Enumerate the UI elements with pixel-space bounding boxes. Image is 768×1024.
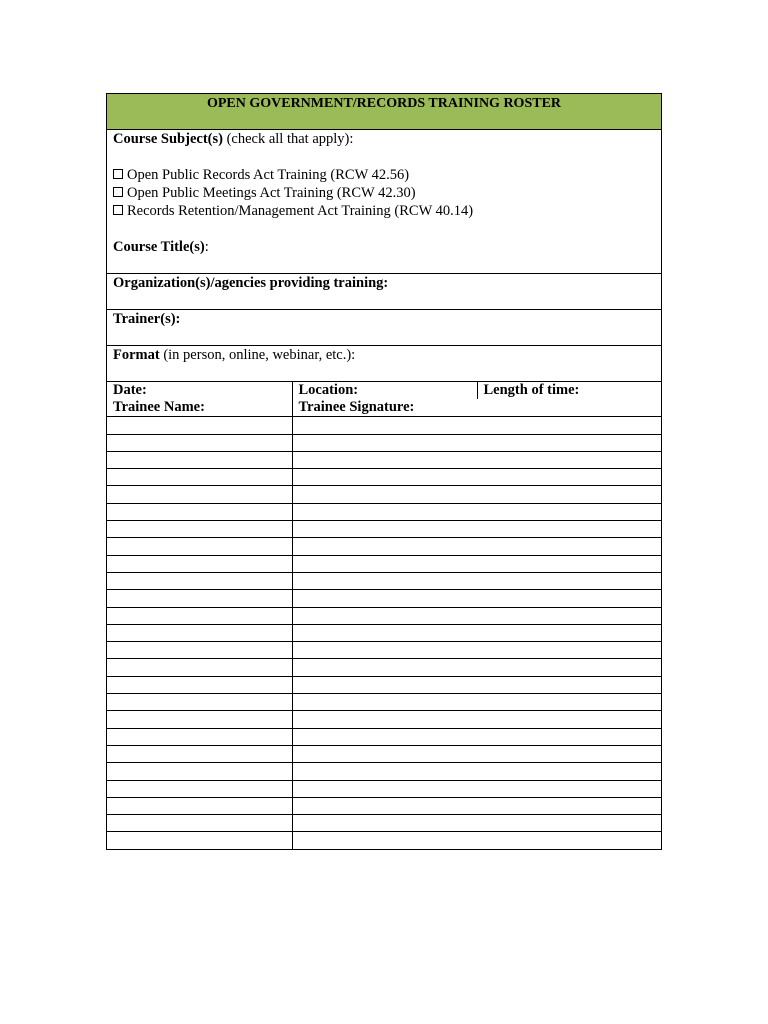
trainee-signature-cell[interactable]: [292, 797, 661, 814]
course-subjects-label: Course Subject(s): [113, 131, 223, 147]
trainee-header-row: [107, 399, 661, 417]
trainee-name-cell[interactable]: [107, 521, 292, 538]
trainee-row: [107, 572, 661, 589]
trainee-row: [107, 469, 661, 486]
format-label: Format: [113, 347, 160, 363]
trainee-name-cell[interactable]: [107, 780, 292, 797]
details-table: [107, 382, 661, 399]
trainee-name-cell[interactable]: [107, 832, 292, 849]
checkbox-icon[interactable]: [113, 205, 123, 215]
trainee-name-cell[interactable]: [107, 469, 292, 486]
trainee-signature-cell[interactable]: [292, 694, 661, 711]
trainee-signature-cell[interactable]: [292, 763, 661, 780]
format-note: (in person, online, webinar, etc.):: [159, 347, 356, 363]
trainee-name-cell[interactable]: [107, 797, 292, 814]
organizations-label: Organization(s)/agencies providing training:: [113, 275, 389, 291]
trainee-row: [107, 832, 661, 849]
trainers-field[interactable]: [107, 310, 661, 346]
trainee-signature-cell[interactable]: [292, 503, 661, 520]
trainee-signature-cell[interactable]: [292, 469, 661, 486]
trainee-signature-cell[interactable]: [292, 417, 661, 434]
location-cell[interactable]: Location:: [292, 382, 477, 399]
trainee-row: [107, 434, 661, 451]
trainee-name-cell[interactable]: [107, 417, 292, 434]
course-subjects-section: [107, 130, 661, 274]
trainee-row: [107, 797, 661, 814]
trainee-signature-cell[interactable]: [292, 572, 661, 589]
trainee-signature-cell[interactable]: [292, 538, 661, 555]
trainee-name-cell[interactable]: [107, 659, 292, 676]
course-title-label: Course Title(s): [113, 239, 205, 255]
trainee-name-cell[interactable]: [107, 676, 292, 693]
trainee-signature-cell[interactable]: [292, 521, 661, 538]
trainee-row: [107, 694, 661, 711]
subject-option-records-retention[interactable]: [113, 202, 655, 220]
trainee-row: [107, 538, 661, 555]
length-of-time-cell[interactable]: Length of time:: [477, 382, 661, 399]
trainee-signature-cell[interactable]: [292, 607, 661, 624]
trainee-signature-cell[interactable]: [292, 832, 661, 849]
trainee-name-cell[interactable]: [107, 451, 292, 468]
trainee-signature-cell[interactable]: [292, 555, 661, 572]
trainee-signature-cell[interactable]: [292, 780, 661, 797]
trainee-name-cell[interactable]: [107, 572, 292, 589]
checkbox-icon[interactable]: [113, 187, 123, 197]
trainee-name-cell[interactable]: [107, 486, 292, 503]
trainee-signature-header: Trainee Signature:: [292, 399, 661, 417]
subject-option-public-meetings[interactable]: [113, 184, 655, 202]
subject-option-label: Records Retention/Management Act Training (RCW 40.14): [127, 203, 474, 219]
trainee-row: [107, 555, 661, 572]
subject-option-label: Open Public Meetings Act Training (RCW 42.30): [127, 185, 416, 201]
trainee-table: [107, 399, 661, 849]
trainee-name-cell[interactable]: [107, 763, 292, 780]
subject-option-public-records[interactable]: [113, 166, 655, 184]
form-title: OPEN GOVERNMENT/RECORDS TRAINING ROSTER: [107, 94, 661, 130]
trainee-name-cell[interactable]: [107, 538, 292, 555]
trainee-name-header: Trainee Name:: [107, 399, 292, 417]
trainee-row: [107, 521, 661, 538]
organizations-field[interactable]: [107, 274, 661, 310]
trainee-row: [107, 711, 661, 728]
trainee-signature-cell[interactable]: [292, 728, 661, 745]
trainee-signature-cell[interactable]: [292, 659, 661, 676]
trainee-row: [107, 451, 661, 468]
checkbox-icon[interactable]: [113, 169, 123, 179]
trainee-row: [107, 486, 661, 503]
trainee-row: [107, 728, 661, 745]
trainee-signature-cell[interactable]: [292, 486, 661, 503]
trainee-row: [107, 624, 661, 641]
trainee-name-cell[interactable]: [107, 745, 292, 762]
course-title-colon: :: [204, 239, 209, 255]
trainee-signature-cell[interactable]: [292, 451, 661, 468]
trainee-row: [107, 642, 661, 659]
trainee-row: [107, 590, 661, 607]
trainee-row: [107, 659, 661, 676]
trainee-row: [107, 780, 661, 797]
subject-option-label: Open Public Records Act Training (RCW 42.56): [127, 167, 410, 183]
trainee-signature-cell[interactable]: [292, 745, 661, 762]
trainee-signature-cell[interactable]: [292, 815, 661, 832]
trainee-signature-cell[interactable]: [292, 434, 661, 451]
trainers-label: Trainer(s):: [113, 311, 181, 327]
trainee-signature-cell[interactable]: [292, 711, 661, 728]
trainee-name-cell[interactable]: [107, 642, 292, 659]
trainee-signature-cell[interactable]: [292, 676, 661, 693]
trainee-name-cell[interactable]: [107, 711, 292, 728]
details-row: [107, 382, 661, 399]
trainee-row: [107, 815, 661, 832]
trainee-row: [107, 763, 661, 780]
trainee-name-cell[interactable]: [107, 434, 292, 451]
trainee-signature-cell[interactable]: [292, 590, 661, 607]
trainee-signature-cell[interactable]: [292, 642, 661, 659]
format-field[interactable]: [107, 346, 661, 382]
trainee-name-cell[interactable]: [107, 815, 292, 832]
trainee-name-cell[interactable]: [107, 607, 292, 624]
training-roster-form: [106, 93, 662, 850]
trainee-signature-cell[interactable]: [292, 624, 661, 641]
trainee-name-cell[interactable]: [107, 555, 292, 572]
trainee-row: [107, 417, 661, 434]
trainee-name-cell[interactable]: [107, 624, 292, 641]
trainee-name-cell[interactable]: [107, 590, 292, 607]
trainee-row: [107, 503, 661, 520]
trainee-row: [107, 745, 661, 762]
trainee-name-cell[interactable]: [107, 503, 292, 520]
date-cell[interactable]: Date:: [107, 382, 292, 399]
course-subjects-note: (check all that apply):: [222, 131, 354, 147]
trainee-row: [107, 676, 661, 693]
trainee-name-cell[interactable]: [107, 694, 292, 711]
trainee-name-cell[interactable]: [107, 728, 292, 745]
trainee-row: [107, 607, 661, 624]
